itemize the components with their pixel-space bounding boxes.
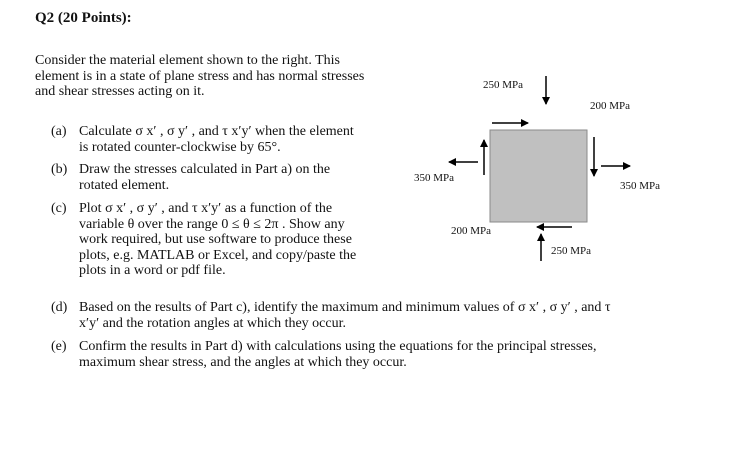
intro-line: Consider the material element shown to the right. This	[35, 53, 340, 68]
part-line: maximum shear stress, and the angles at which they occur.	[79, 354, 407, 370]
intro-line: and shear stresses acting on it.	[35, 84, 205, 99]
question-title: Q2 (20 Points):	[35, 10, 132, 26]
part-line: plots in a word or pdf file.	[79, 263, 226, 278]
intro-line: element is in a state of plane stress and has normal stresses	[35, 68, 365, 84]
part-letter: (c)	[51, 201, 67, 216]
part-line: is rotated counter-clockwise by 65°.	[79, 139, 281, 155]
part-letter: (a)	[51, 124, 67, 139]
label-top-normal: 250 MPa	[483, 79, 524, 91]
label-bottom-normal: 250 MPa	[551, 245, 592, 257]
part-letter: (e)	[51, 339, 67, 354]
part-line: Based on the results of Part c), identify the maximum and minimum values of σ x′ , σ y′ , and τ	[79, 300, 611, 315]
part-line: variable θ over the range 0 ≤ θ ≤ 2π . Show any	[79, 216, 345, 232]
part-line: work required, but use software to produce these	[79, 232, 352, 247]
part-line: Calculate σ x′ , σ y′ , and τ x′y′ when the element	[79, 124, 354, 139]
part-line: x′y′ and the rotation angles at which they occur.	[79, 315, 346, 331]
part-line: Plot σ x′ , σ y′ , and τ x′y′ as a function of the	[79, 201, 333, 216]
label-right-normal: 350 MPa	[620, 180, 661, 192]
part-letter: (b)	[51, 162, 68, 177]
part-line: Draw the stresses calculated in Part a) on the	[79, 162, 331, 177]
part-line: Confirm the results in Part d) with calculations using the equations for the principal stresses,	[79, 339, 597, 354]
part-line: plots, e.g. MATLAB or Excel, and copy/paste the	[79, 247, 357, 263]
label-top-shear: 200 MPa	[590, 100, 631, 112]
part-line: rotated element.	[79, 177, 170, 193]
label-left-normal: 350 MPa	[414, 172, 455, 184]
part-letter: (d)	[51, 300, 68, 315]
stress-element-square	[490, 130, 587, 222]
label-bottom-shear: 200 MPa	[451, 225, 492, 237]
